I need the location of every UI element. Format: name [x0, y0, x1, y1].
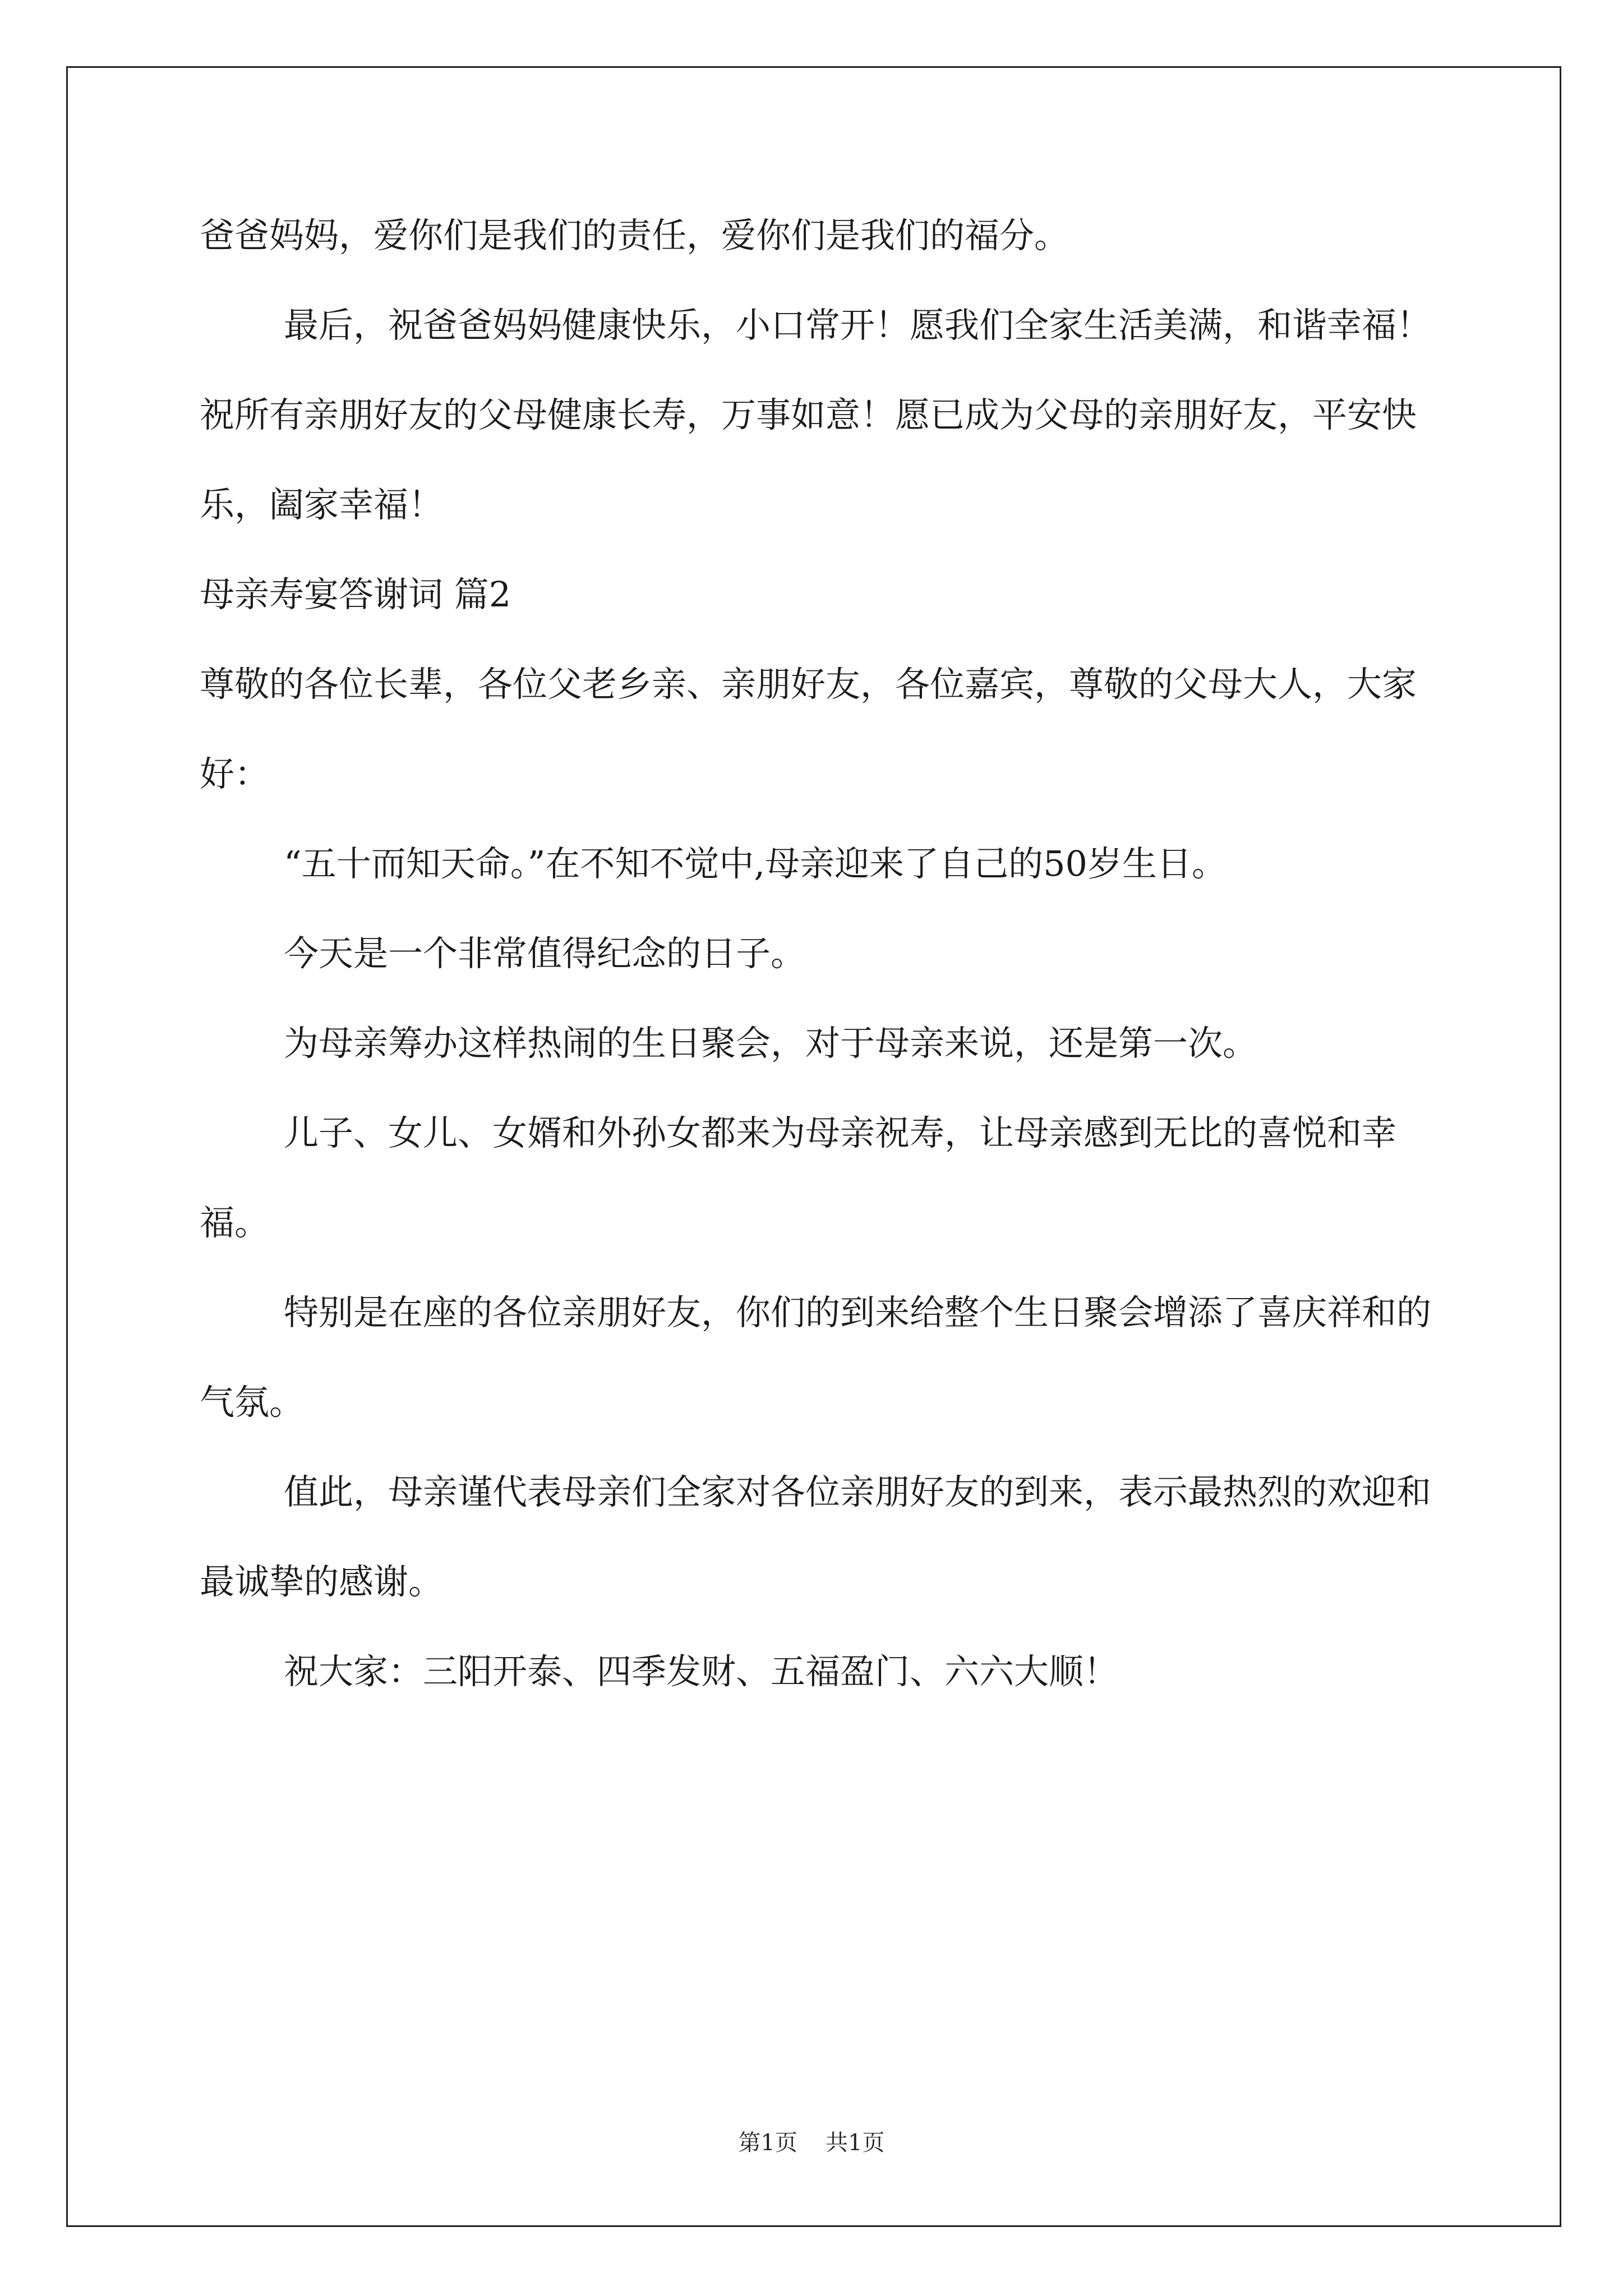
- paragraph-9: 特别是在座的各位亲朋好友，你们的到来给整个生日聚会增添了喜庆祥和的气氛。: [200, 1292, 1432, 1423]
- paragraph-6: 今天是一个非常值得纪念的日子。: [284, 933, 806, 974]
- paragraph-10: 值此，母亲谨代表母亲们全家对各位亲朋好友的到来，表示最热烈的欢迎和最诚挚的感谢。: [200, 1471, 1432, 1602]
- paragraph-2: 最后，祝爸爸妈妈健康快乐，小口常开！愿我们全家生活美满，和谐幸福！祝所有亲朋好友的父母健康长寿，万事如意！愿已成为父母的亲朋好友，平安快乐，阖家幸福！: [200, 305, 1432, 525]
- salutation-paragraph: 尊敬的各位长辈，各位父老乡亲、亲朋好友，各位嘉宾，尊敬的父母大人，大家好：: [200, 664, 1417, 794]
- paragraph-5: “五十而知天命。”在不知不觉中,母亲迎来了自己的50岁生日。: [284, 843, 1227, 884]
- paragraph-7: 为母亲筹办这样热闹的生日聚会，对于母亲来说，还是第一次。: [284, 1023, 1258, 1064]
- section-heading: 母亲寿宴答谢词 篇2: [200, 574, 511, 615]
- paragraph-1: 爸爸妈妈，爱你们是我们的责任，爱你们是我们的福分。: [200, 215, 1069, 256]
- paragraph-8: 儿子、女儿、女婿和外孙女都来为母亲祝寿，让母亲感到无比的喜悦和幸福。: [200, 1112, 1397, 1243]
- document-body: [200, 191, 1433, 1717]
- page-number-current: 第1页: [738, 2130, 797, 2156]
- paragraph-11: 祝大家：三阳开泰、四季发财、五福盈门、六六大顺！: [284, 1651, 1119, 1692]
- page-footer: [0, 2126, 1623, 2160]
- page-number-total: 共1页: [826, 2130, 885, 2156]
